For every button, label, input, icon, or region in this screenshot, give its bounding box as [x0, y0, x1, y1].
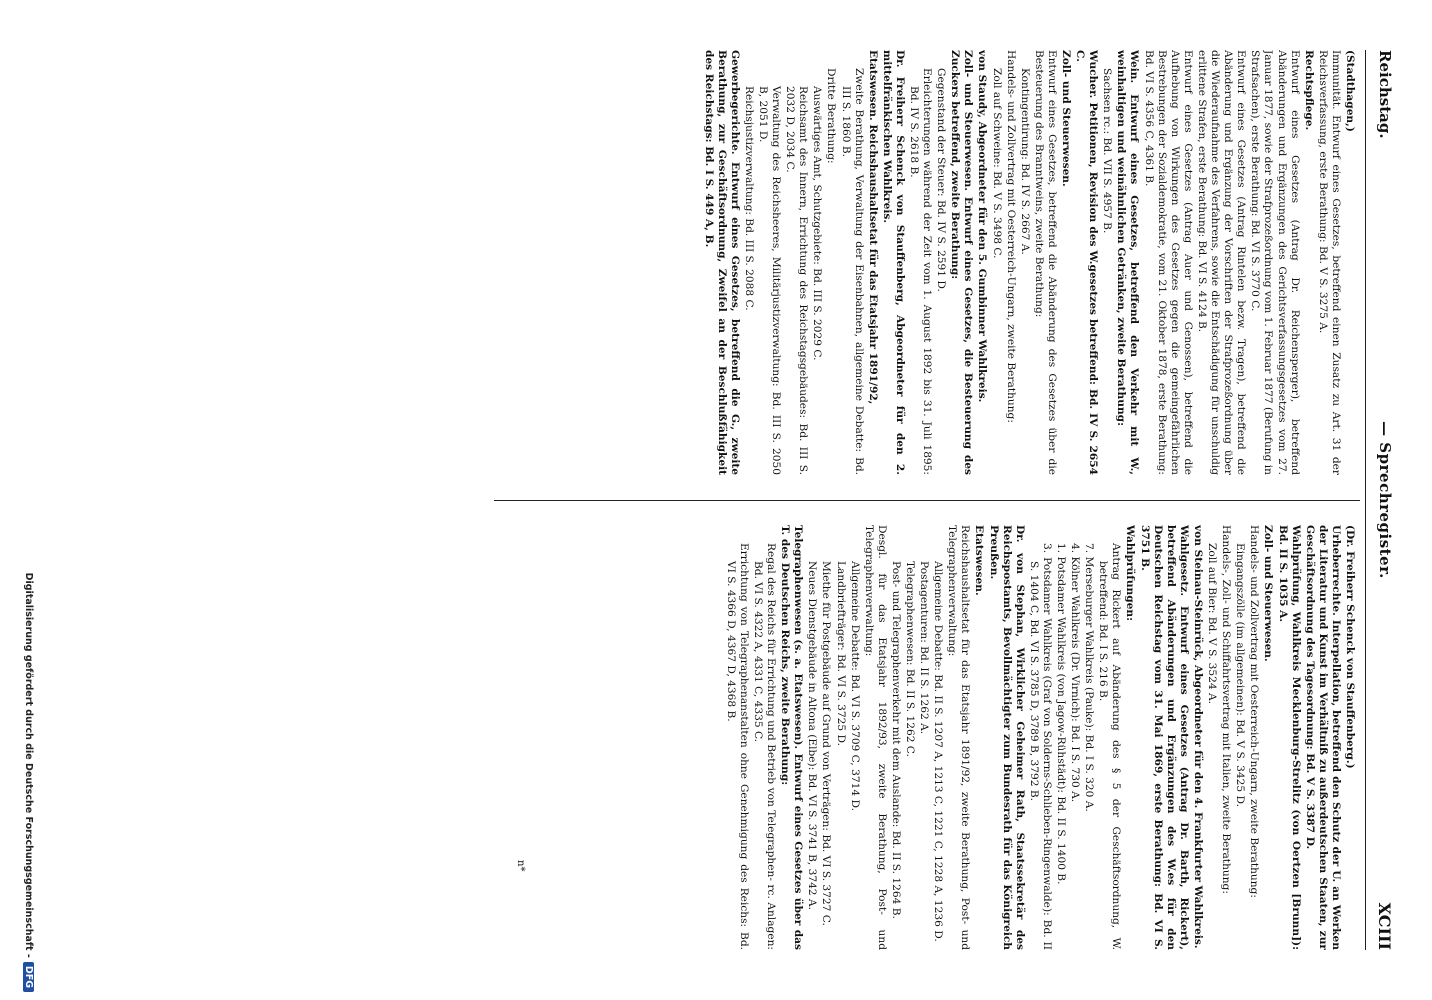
register-entry-para: Handels- und Zollvertrag mit Oesterreich-Ungarn, zweite Berathung:	[1248, 525, 1261, 898]
register-entry-sub2: Allgemeine Debatte: Bd. II S. 1207 A, 1213 C, 1221 C, 1228 A, 1236 D.	[932, 561, 945, 942]
page-number: XCIII	[1375, 902, 1394, 950]
register-entry-sub: Erleichterungen während der Zeit vom 1. August 1892 bis 31. Juli 1895: Bd. IV S. 2618 B.	[908, 68, 934, 475]
register-entry-heading: Rechtspflege.	[1302, 50, 1315, 131]
register-entry-name: von Steinau-Steinrück, Abgeordneter für den 4. Frankfurter Wahlkreis.	[1191, 525, 1204, 949]
register-entry-sub2: Reichsjustizverwaltung: Bd. III S. 2088 C.	[742, 86, 755, 311]
register-entry-sub: Antrag Rickert auf Abänderung des § 5 der Geschäftsordnung, W. betreffend: Bd. I S. 216 B.	[1097, 543, 1123, 950]
register-entry-heading: Telegraphenwesen (s. a. Etatswesen). Entwurf eines Gesetzes über das T. des Deutschen Reichs, zweite Berathung:	[779, 525, 805, 950]
register-entry-heading: Etatswesen. Reichshaushaltsetat für das Etatsjahr 1891/92,	[866, 50, 879, 405]
footnote-mark: n*	[515, 860, 526, 872]
register-entry-para: Desgl. für das Etatsjahr 1892/93, zweite Berathung, Post- und Telegraphenverwaltung:	[862, 525, 888, 950]
header-center: — Sprechregister.	[1376, 421, 1394, 579]
register-entry-sub: Regal des Reichs für Errichtung und Betrieb von Telegraphen- rc. Anlagen: Bd. VI S. 4322 A, 4331 C, 4335 C.	[751, 543, 778, 950]
register-entry-sub2: Post- und Telegraphenverkehr mit dem Auslande: Bd. II S. 1264 B.	[889, 561, 902, 919]
register-entry-para: Handels-, Zoll- und Schiffahrtsvertrag mit Italien, zweite Berathung:	[1220, 525, 1233, 894]
register-entry-sub: Zweite Berathung, Verwaltung der Eisenbahnen, allgemeine Debatte: Bd. III S. 1860 B.	[839, 68, 865, 475]
register-entry-heading: Wahlgesetz. Entwurf eines Gesetzes (Antrag Dr. Barth, Rickert), betreffend Abänderungen und Ergänzungen des W.es für den Deutschen Reichstag vom 31. Mai 1869, erste Berathung: Bd. VI S. 3751 B.	[1138, 525, 1190, 950]
register-entry-sub2: Allgemeine Debatte: Bd. VI S. 3709 C, 3714 D.	[848, 561, 861, 811]
register-entry-para: Entwurf eines Gesetzes, betreffend die Abänderung des Gesetzes über die Besteuerung des Branntweins, zweite Berathung:	[1032, 50, 1058, 475]
register-entry-sub: Kontingentirung: Bd. IV S. 2667 A.	[1018, 68, 1031, 255]
register-entry-heading: Wein. Entwurf eines Gesetzes, betreffend den Verkehr mit W., weinhaltigen und weinähnlichen Getränken, zweite Berathung:	[1115, 50, 1141, 475]
column-left	[476, 50, 1356, 475]
register-entry-sub: Errichtung von Telegraphenanstalten ohne Genehmigung des Reichs: Bd. VI S. 4366 D, 4367 D, 4368 B.	[724, 543, 750, 950]
register-entry-para: Reichshaushaltsetat für das Etatsjahr 1891/92, zweite Berathung, Post- und Telegraphenverwaltung:	[946, 525, 972, 950]
register-entry-para: Entwurf eines Gesetzes (Antrag Rintelen bezw. Tragen), betreffend die Abänderung und Ergänzung der Vorschriften der Strafprozeßordnung über die Wiederaufnahme des Verfahrens, sowie die Entschädigung für unschuldig erlittene Strafen, erste Berathung: Bd. VI S. 4124 B.	[1195, 50, 1248, 475]
register-entry-sub: Eingangszölle (im allgemeinen): Bd. V S. 3425 D.	[1234, 543, 1247, 807]
register-entry-heading: Zoll- und Steuerwesen.	[1060, 50, 1073, 187]
register-entry-sub: 1. Potsdamer Wahlkreis (von Jagow-Rühstädt): Bd. II S. 1400 B.	[1055, 543, 1068, 885]
register-entry-para: Handels- und Zollvertrag mit Oesterreich-Ungarn, zweite Berathung:	[1004, 50, 1017, 423]
register-entry-name: von Staudy, Abgeordneter für den 5. Gumbinner Wahlkreis.	[976, 50, 989, 403]
register-entry-heading: Zoll- und Steuerwesen. Entwurf eines Gesetzes, die Besteuerung des Zuckers betreffend, zweite Berathung:	[949, 50, 975, 475]
register-entry-sub: 7. Merseburger Wahlkreis (Pauke): Bd. I S. 320 A.	[1083, 543, 1096, 812]
dfg-text: Digitalisierung gefördert durch die Deutsche Forschungsgemeinschaft -	[23, 572, 34, 958]
register-entry-sub: Zoll auf Schweine: Bd. V S. 3498 C.	[990, 68, 1003, 259]
header-rule	[1365, 50, 1366, 950]
register-entry-sub2: Verwaltung des Reichsheeres, Militärjustizverwaltung: Bd. III S. 2050 B, 2051 D.	[756, 86, 783, 475]
header-left: Reichstag.	[1376, 50, 1394, 139]
register-entry-heading: Wucher. Petitionen, Revision des W.gesetzes betreffend: Bd. IV S. 2654 C.	[1074, 50, 1100, 475]
register-entry-sub2: Telegraphenwesen: Bd. II S. 1262 C.	[904, 561, 916, 757]
register-entry-sub: Zoll auf Bier: Bd. V S. 3524 A.	[1206, 543, 1219, 705]
register-entry-sub: 3. Potsdamer Wahlkreis (Graf von Solderns-Schlieben-Ringenwalde): Bd. II S. 1404 C, Bd. VI S. 3785 D, 3789 B, 3792 B.	[1027, 543, 1053, 950]
register-entry-heading: Wahlprüfung, Wahlkreis Mecklenburg-Strelitz (von Oertzen [Brunn]): Bd. II S. 1035 A.	[1276, 525, 1302, 950]
dfg-logo: DFG	[23, 962, 34, 992]
register-entry-heading: Gewerbegerichte. Entwurf eines Gesetzes, betreffend die G., zweite Berathung, zur Geschäftsordnung, Zweifel an der Beschlußfähigkeit des Reichstags: Bd. I S. 449 A, B.	[702, 50, 741, 475]
register-entry-sub: Dritte Berathung:	[825, 68, 838, 164]
register-entry-sub2: Reichsamt des Innern, Errichtung des Reichstagsgebäudes: Bd. III S. 2032 D, 2034 C.	[784, 86, 810, 475]
register-entry-sub: Gegenstand der Steuer: Bd. IV S. 2591 D.	[935, 68, 948, 292]
register-entry-para: Entwurf eines Gesetzes (Antrag Dr. Reichensperger), betreffend Abänderungen und Ergänzungen des Gerichtsverfassungsgesetzes vom 27. Januar 1877, sowie der Strafprozeßordnung vom 1. Februar 1877 (Berufung in Strafsachen), erste Berathung: Bd. VI S. 3770 C.	[1249, 50, 1301, 475]
register-entry-name: Dr. Freiherr Schenck von Stauffenberg, Abgeordneter für den 2. mittelfränkischen Wahlkreis.	[880, 50, 906, 475]
register-entry-heading: Etatswesen.	[973, 525, 986, 596]
register-entry-heading: Urheberrechte. Interpellation, betreffend den Schutz der U. an Werken der Literatur und Kunst im Verhältniß zu außerdeutschen Staaten, zur Geschäftsordnung des Tagesordnung: Bd. V S. 3387 D.	[1303, 525, 1342, 950]
register-entry-sub: 4. Kölner Wahlkreis (Dr. Virnich): Bd. I S. 730 A.	[1069, 543, 1082, 803]
register-entry-heading: Zoll- und Steuerwesen.	[1262, 525, 1275, 662]
register-entry-sub2: Landbriefträger: Bd. VI S. 3725 D.	[834, 561, 847, 746]
register-entry-name: (Stadthagen,)	[1344, 50, 1356, 132]
register-entry-sub: Sachsen rc.: Bd. VII S. 4957 B.	[1101, 68, 1114, 234]
register-entry-name: (Dr. Freiherr Schenck von Stauffenberg.)	[1344, 525, 1356, 769]
column-right	[476, 525, 1356, 950]
register-entry-sub2: Neues Dienstgebäude in Altona (Elbe): Bd. VI S. 3741 B, 3742 A.	[806, 561, 819, 910]
register-entry-para: Immunität. Entwurf eines Gesetzes, betreffend einen Zusatz zu Art. 31 der Reichsverfassung, erste Berathung: Bd. V S. 3275 A.	[1316, 50, 1342, 475]
register-entry-sub2: Miethe für Postgebäude auf Grund von Verträgen: Bd. VI S. 3727 C.	[820, 561, 833, 926]
column-divider	[494, 500, 1360, 501]
register-entry-name: Dr. von Stephan, Wirklicher Geheimer Rath, Staatssekretär des Reichspostamts, Bevollmächtigter zum Bundesrath für das Königreich Preußen.	[987, 525, 1026, 950]
register-entry-para: Entwurf eines Gesetzes (Antrag Auer und Genossen), betreffend die Aufhebung von Wirkungen des Gesetzes gegen die gemeingefährlichen Bestrebungen der Sozialdemokratie, vom 21. Oktober 1878, erste Berathung: Bd. VI S. 4356 C, 4361 B.	[1142, 50, 1194, 475]
register-entry-sub2: Postagenturen: Bd. II S. 1262 A.	[918, 561, 931, 735]
page-header	[1370, 50, 1394, 950]
register-entry-heading: Wahlprüfungen:	[1124, 525, 1137, 621]
register-entry-sub2: Auswärtiges Amt, Schutzgebiete: Bd. III S. 2029 C.	[811, 86, 824, 361]
dfg-note	[23, 0, 34, 1000]
